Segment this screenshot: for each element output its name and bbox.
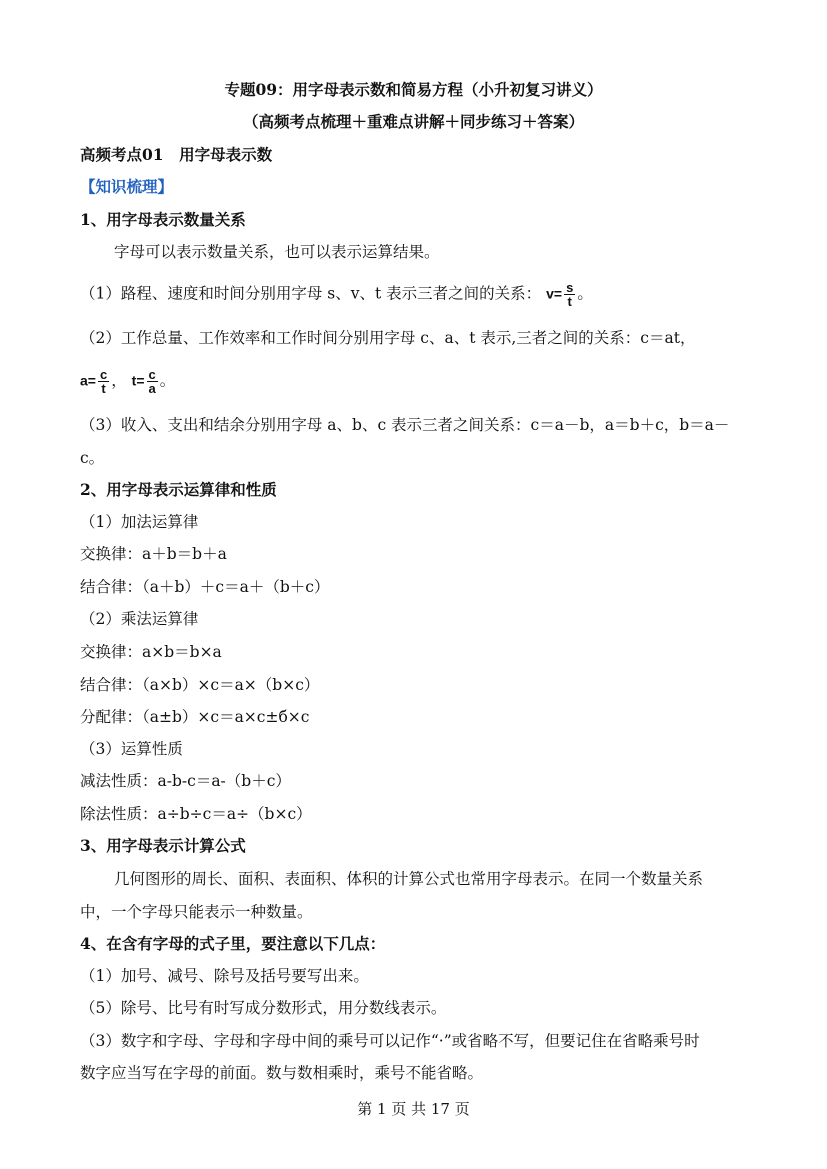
item-3-line-1: （3）收入、支出和结余分别用字母 a、b、c 表示三者之间关系：c＝a－b，a＝b＋c，b＝a－ [80, 416, 730, 434]
formula-t-eq: = [136, 372, 145, 389]
formula-v-eq: = [553, 285, 563, 302]
fraction-denominator: a [148, 381, 156, 396]
section-heading: 高频考点01 用字母表示数 [80, 145, 273, 164]
knowledge-tag: 【知识梳理】 [80, 177, 174, 196]
heading-3: 3、用字母表示计算公式 [80, 836, 246, 855]
page-number: 第 1 页 共 17 页 [357, 1100, 470, 1118]
formula-v-var: v [546, 285, 554, 302]
list-item: 交换律：a×b＝b×a [80, 643, 222, 661]
list-item: 交换律：a＋b＝b＋a [80, 545, 227, 563]
item-1-end: 。 [577, 284, 593, 303]
fraction-numerator: c [99, 367, 108, 382]
page-subtitle: （高频考点梳理＋重难点讲解＋同步练习＋答案） [242, 112, 584, 131]
list-item: 分配律：（a±b）×c＝a×c±б×c [80, 708, 310, 726]
list-item: 结合律：（a×b）×c＝a×（b×c） [80, 676, 320, 694]
list-item: （3）运算性质 [80, 740, 183, 758]
fraction-c-over-a [147, 368, 158, 395]
paragraph-3-line-1: 几何图形的周长、面积、表面积、体积的计算公式也常用字母表示。在同一个数量关系 [114, 870, 704, 888]
fraction-denominator: t [101, 381, 106, 396]
heading-1: 1、用字母表示数量关系 [80, 210, 246, 229]
note-item: （5）除号、比号有时写成分数形式，用分数线表示。 [80, 999, 447, 1017]
item-2: （2）工作总量、工作效率和工作时间分别用字母 c、a、t 表示,三者之间的关系：c＝at， [80, 329, 696, 347]
item-1 [80, 281, 767, 308]
formula-a-eq: = [87, 372, 96, 389]
item-3-line-2: c。 [80, 449, 105, 467]
page-title: 专题09：用字母表示数和简易方程（小升初复习讲义） [224, 80, 603, 99]
paragraph-3-line-2: 中，一个字母只能表示一种数量。 [80, 903, 313, 921]
list-item: 结合律：（a＋b）＋c＝a＋（b＋c） [80, 578, 330, 596]
list-item: （2）乘法运算律 [80, 610, 199, 628]
fraction-c-over-t [98, 368, 109, 395]
formula-a-var: a [80, 372, 88, 389]
item-2-end: 。 [159, 371, 176, 390]
fraction-numerator: c [148, 367, 156, 382]
heading-4: 4、在含有字母的式子里，要注意以下几点： [80, 934, 386, 953]
list-item: （1）加法运算律 [80, 513, 199, 531]
list-item: 减法性质：a-b-c＝a-（b＋c） [80, 772, 291, 790]
paragraph-1: 字母可以表示数量关系，也可以表示运算结果。 [114, 243, 440, 261]
fraction-s-over-t [564, 281, 575, 308]
item-1-text: （1）路程、速度和时间分别用字母 s、v、t 表示三者之间的关系： [80, 284, 542, 303]
fraction-numerator: s [566, 280, 574, 295]
note-item-line-2: 数字应当写在字母的前面。数与数相乘时，乘号不能省略。 [80, 1064, 484, 1082]
note-item: （1）加号、减号、除号及括号要写出来。 [80, 967, 369, 985]
formula-t-var: t [131, 372, 137, 389]
formula-separator: ， [111, 371, 127, 390]
heading-2: 2、用字母表示运算律和性质 [80, 480, 277, 499]
list-item: 除法性质：a÷b÷c＝a÷（b×c） [80, 805, 312, 823]
item-2-formulas [80, 368, 767, 395]
note-item-line-1: （3）数字和字母、字母和字母中间的乘号可以记作“·”或省略不写，但要记住在省略乘号时 [80, 1032, 700, 1050]
fraction-denominator: t [567, 294, 572, 309]
